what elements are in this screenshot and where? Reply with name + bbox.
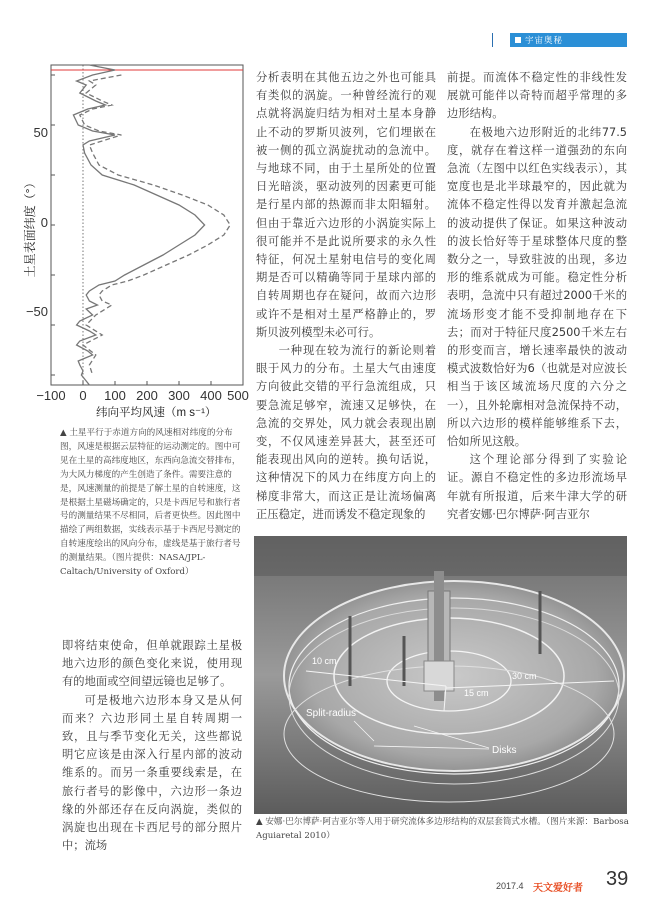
col1-paragraph-1: 即将结束使命，但单就跟踪土星极地六边形的颜色变化来说，使用现有的地面或空间望远镜也足够了。 bbox=[62, 639, 242, 689]
water-tank-photo bbox=[254, 536, 627, 814]
x-axis-label: 纬向平均风速（m s⁻¹） bbox=[96, 407, 217, 419]
column-1 bbox=[62, 637, 242, 855]
tick-marks bbox=[51, 75, 243, 385]
chart-caption: ▲ 土星平行于赤道方向的风速相对纬度的分布图，风速是根据云层特征的运动测定的。图中可见在土星的高纬度地区，东西向急流交替排布，为大风力梯度的产生创造了条件。需要注意的是，风速测量的前提是了解土星的自转速度，这是根据土星磁场确定的，只是卡西尼号和旅行者号的测量结果不尽相同，后者更快些。因此图中描绘了两组数据，实线表示基于卡西尼号测定的自转速度绘出的风向分布，虚线是基于旅行者号的测量结果。（图片提供：NASA/JPL-Caltach/University of Oxford） bbox=[60, 428, 241, 578]
photo-caption: ▲ 安娜·巴尔博萨·阿吉亚尔等人用于研究流体多边形结构的双层套筒式水槽。（图片来源：Barbosa Aguiaretal 2010） bbox=[256, 817, 629, 841]
section-badge bbox=[510, 33, 627, 47]
column-2 bbox=[256, 69, 436, 524]
col3-paragraph-2: 在极地六边形附近的北纬77.5度，就存在着这样一道强劲的东向急流（左图中以红色实线表示），其宽度也是北半球最窄的，因此就为流体不稳定性得以发育并激起急流的波动提供了保证。如果这种波动的波长恰好等于星球整体尺度的整数分之一，导致驻波的出现，多边形的维系就成为可能。稳定性分析表明，急流中只有超过2000千米的流场形变才能不受抑制地存在下去；而对于特征尺度2500千米左右的形变而言，增长速率最快的波动模式波数恰好为6（也就是对应波长相当于该区域流场尺度的六分之一），且外轮廓相对急流保持不动，所以六边形的模样能够维系下去，恰如所见这般。 bbox=[447, 125, 627, 449]
label-30cm: 30 cm bbox=[512, 671, 537, 681]
col3-paragraph-1: 前提。而流体不稳定性的非线性发展就可能伴以奇特而超乎常理的多边形结构。 bbox=[447, 71, 627, 121]
label-10cm: 10 cm bbox=[312, 656, 337, 666]
wind-latitude-chart bbox=[0, 55, 252, 420]
x-tick-label-300: 300 bbox=[168, 388, 190, 403]
y-axis-label: 土星表面纬度（°） bbox=[23, 176, 37, 278]
y-tick-label-minus50: −50 bbox=[25, 304, 48, 319]
footer-magazine: 天文爱好者 bbox=[533, 883, 583, 894]
x-tick-label-minus100: −100 bbox=[36, 388, 66, 403]
x-tick-label-0: 0 bbox=[79, 388, 87, 403]
col3-paragraph-3: 这个理论部分得到了实验论证。源自不稳定性的多边形流场早年就有所报道，后来牛津大学的研究者安娜·巴尔博萨·阿吉亚尔 bbox=[447, 453, 627, 521]
column-3 bbox=[447, 69, 627, 524]
x-tick-label-100: 100 bbox=[104, 388, 126, 403]
y-tick-label-0: 0 bbox=[40, 215, 48, 230]
x-tick-label-200: 200 bbox=[136, 388, 158, 403]
col2-paragraph-1: 分析表明在其他五边之外也可能具有类似的涡旋。一种曾经流行的观点就将涡旋归结为相对土星本身静止不动的罗斯贝波列，它们埋嵌在被一侧的孤立涡旋扰动的急流中。与地球不同，由于土星所处的位置日光暗淡，驱动波列的因素更可能是行星内部的热源而非太阳辐射。但由于靠近六边形的小涡旋实际上很可能并不是此说所要求的永久性特征，何况土星射电信号的变化周期是否可以精确等同于星球内部的自转周期也存在疑问，故而六边形或许不是相对土星严格静止的，罗斯贝波列模型未必可行。 bbox=[256, 71, 436, 339]
series-cassini-solid bbox=[73, 65, 204, 385]
col2-paragraph-2: 一种现在较为流行的新论则着眼于风力的分布。土星大气由速度方向彼此交错的平行急流组成，只要急流足够窄，流速又足够快，在急流的交界处，风力就会表现出剧变，不仅风速差异甚大，甚至还可能表现出风向的逆转。换句话说，这种情况下的风力在纬度方向上的梯度非常大，而这正是让流场偏离正压稳定，进而诱发不稳定现象的 bbox=[256, 344, 436, 521]
col1-paragraph-2: 可是极地六边形本身又是从何而来？六边形同土星自转周期一致，且与季节变化无关，这些都说明它应该是由深入行星内部的波动维系的。而另一条重要线索是，在旅行者号的影像中，六边形一条边缘的外部还存在反向涡旋，类似的涡旋也出现在卡西尼号的部分照片中；流场 bbox=[62, 693, 242, 853]
series-voyager-dashed bbox=[80, 75, 230, 375]
header-divider bbox=[492, 33, 493, 47]
x-tick-label-400: 400 bbox=[200, 388, 222, 403]
page-number: 39 bbox=[606, 868, 629, 890]
y-tick-label-50: 50 bbox=[33, 125, 48, 140]
x-tick-label-500: 500 bbox=[227, 388, 249, 403]
label-15cm: 15 cm bbox=[464, 688, 489, 698]
section-label: 宇宙奥秘 bbox=[525, 36, 564, 46]
badge-square-icon bbox=[515, 37, 521, 43]
label-split-radius: Split-radius bbox=[306, 708, 357, 719]
footer-issue: 2017.4 bbox=[496, 881, 524, 891]
label-disks: Disks bbox=[492, 745, 517, 756]
